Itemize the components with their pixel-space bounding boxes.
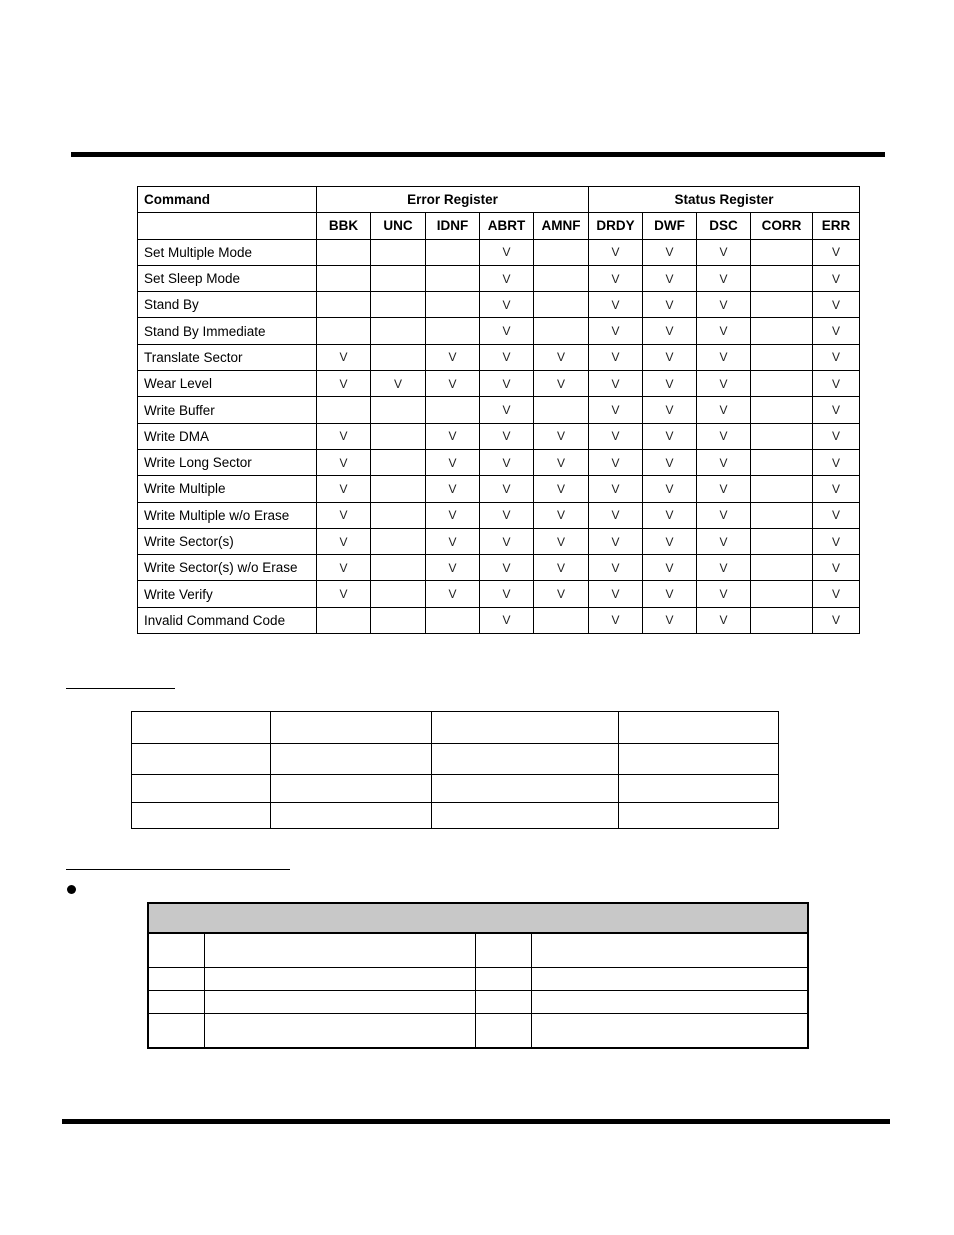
blank-header-cell xyxy=(138,213,317,239)
table-row xyxy=(138,476,860,502)
mark-cell: V xyxy=(643,371,697,397)
mark-cell: V xyxy=(589,476,643,502)
mark-cell: V xyxy=(534,423,589,449)
mark-cell xyxy=(751,476,813,502)
mark-cell xyxy=(751,397,813,423)
mark-cell: V xyxy=(813,239,860,265)
mark-cell: V xyxy=(813,581,860,607)
mark-cell: V xyxy=(813,397,860,423)
mark-cell: V xyxy=(317,423,371,449)
mark-cell: V xyxy=(697,397,751,423)
mark-cell xyxy=(371,581,426,607)
mark-cell: V xyxy=(589,502,643,528)
mark-cell: V xyxy=(813,265,860,291)
table-row xyxy=(138,265,860,291)
mark-cell xyxy=(751,265,813,291)
mark-cell: V xyxy=(813,449,860,475)
mark-cell: V xyxy=(697,265,751,291)
column-header-err: ERR xyxy=(813,213,860,239)
table-row xyxy=(138,318,860,344)
mark-cell xyxy=(371,344,426,370)
mark-cell: V xyxy=(480,476,534,502)
mark-cell xyxy=(371,476,426,502)
mark-cell xyxy=(371,449,426,475)
mark-cell: V xyxy=(589,397,643,423)
mark-cell: V xyxy=(317,528,371,554)
mark-cell xyxy=(751,344,813,370)
mark-cell: V xyxy=(534,581,589,607)
mark-cell xyxy=(751,555,813,581)
mark-cell: V xyxy=(480,607,534,633)
command-name: Write DMA xyxy=(138,423,317,449)
mark-cell xyxy=(371,607,426,633)
mark-cell xyxy=(426,239,480,265)
mark-cell: V xyxy=(643,449,697,475)
command-name: Write Sector(s) xyxy=(138,528,317,554)
table-row xyxy=(138,423,860,449)
command-name: Stand By Immediate xyxy=(138,318,317,344)
mark-cell: V xyxy=(589,555,643,581)
mark-cell: V xyxy=(643,265,697,291)
table-row xyxy=(138,239,860,265)
table-row xyxy=(138,502,860,528)
table-row xyxy=(138,344,860,370)
mark-cell xyxy=(371,423,426,449)
table-row xyxy=(138,292,860,318)
column-header-idnf: IDNF xyxy=(426,213,480,239)
mark-cell: V xyxy=(480,371,534,397)
table-row xyxy=(138,607,860,633)
mark-cell xyxy=(317,607,371,633)
mark-cell xyxy=(371,265,426,291)
column-header-corr: CORR xyxy=(751,213,813,239)
mark-cell xyxy=(426,265,480,291)
command-header: Command xyxy=(138,187,317,213)
mark-cell: V xyxy=(589,449,643,475)
mark-cell xyxy=(317,318,371,344)
mark-cell xyxy=(426,607,480,633)
table-row xyxy=(132,775,779,803)
mark-cell: V xyxy=(426,581,480,607)
mark-cell: V xyxy=(697,581,751,607)
table-row xyxy=(138,581,860,607)
mark-cell xyxy=(371,292,426,318)
section-heading-underline xyxy=(66,688,175,689)
mark-cell: V xyxy=(813,423,860,449)
command-name: Write Sector(s) w/o Erase xyxy=(138,555,317,581)
command-name: Write Multiple w/o Erase xyxy=(138,502,317,528)
mark-cell: V xyxy=(643,397,697,423)
bottom-rule xyxy=(62,1119,890,1124)
command-name: Set Sleep Mode xyxy=(138,265,317,291)
mark-cell: V xyxy=(589,528,643,554)
mark-cell: V xyxy=(534,555,589,581)
column-header-row xyxy=(138,213,860,239)
table-row xyxy=(138,371,860,397)
mark-cell: V xyxy=(480,502,534,528)
mark-cell: V xyxy=(643,344,697,370)
mark-cell: V xyxy=(589,607,643,633)
column-header-dwf: DWF xyxy=(643,213,697,239)
mark-cell: V xyxy=(589,318,643,344)
mark-cell xyxy=(751,581,813,607)
mark-cell: V xyxy=(317,344,371,370)
column-header-drdy: DRDY xyxy=(589,213,643,239)
mark-cell xyxy=(534,265,589,291)
mark-cell xyxy=(751,607,813,633)
mark-cell: V xyxy=(317,371,371,397)
table-row xyxy=(138,397,860,423)
mark-cell: V xyxy=(480,318,534,344)
mark-cell: V xyxy=(697,371,751,397)
top-rule xyxy=(71,152,885,157)
error-register-header: Error Register xyxy=(317,187,589,213)
table-header-row xyxy=(148,903,808,933)
mark-cell: V xyxy=(813,371,860,397)
mark-cell: V xyxy=(813,502,860,528)
mark-cell: V xyxy=(426,344,480,370)
command-name: Write Verify xyxy=(138,581,317,607)
mark-cell xyxy=(371,239,426,265)
mark-cell xyxy=(751,318,813,344)
mark-cell xyxy=(751,371,813,397)
command-name: Set Multiple Mode xyxy=(138,239,317,265)
mark-cell: V xyxy=(480,528,534,554)
mark-cell xyxy=(371,528,426,554)
mark-cell: V xyxy=(697,528,751,554)
mark-cell: V xyxy=(697,318,751,344)
table-row xyxy=(138,555,860,581)
table-row xyxy=(148,968,808,991)
command-name: Write Multiple xyxy=(138,476,317,502)
mark-cell: V xyxy=(589,371,643,397)
mark-cell: V xyxy=(643,476,697,502)
mark-cell: V xyxy=(697,344,751,370)
mark-cell: V xyxy=(317,476,371,502)
mark-cell: V xyxy=(697,607,751,633)
mark-cell xyxy=(751,292,813,318)
mark-cell: V xyxy=(480,397,534,423)
mark-cell: V xyxy=(813,292,860,318)
mark-cell xyxy=(751,423,813,449)
mark-cell: V xyxy=(589,423,643,449)
table-row xyxy=(132,712,779,744)
mark-cell: V xyxy=(534,476,589,502)
column-header-unc: UNC xyxy=(371,213,426,239)
mark-cell: V xyxy=(371,371,426,397)
command-name: Stand By xyxy=(138,292,317,318)
mark-cell: V xyxy=(643,581,697,607)
mark-cell: V xyxy=(589,581,643,607)
command-register-table xyxy=(137,186,860,634)
mark-cell: V xyxy=(426,371,480,397)
table-row xyxy=(148,1014,808,1049)
mark-cell: V xyxy=(480,555,534,581)
mark-cell: V xyxy=(697,476,751,502)
mark-cell: V xyxy=(643,555,697,581)
command-name: Invalid Command Code xyxy=(138,607,317,633)
mark-cell: V xyxy=(643,607,697,633)
mark-cell xyxy=(371,502,426,528)
mark-cell xyxy=(534,318,589,344)
mark-cell: V xyxy=(589,344,643,370)
mark-cell: V xyxy=(643,502,697,528)
mark-cell xyxy=(317,265,371,291)
mark-cell xyxy=(426,292,480,318)
column-header-dsc: DSC xyxy=(697,213,751,239)
mark-cell xyxy=(751,528,813,554)
mark-cell: V xyxy=(534,528,589,554)
column-header-abrt: ABRT xyxy=(480,213,534,239)
mark-cell xyxy=(534,292,589,318)
mark-cell: V xyxy=(697,239,751,265)
mark-cell: V xyxy=(813,344,860,370)
mark-cell: V xyxy=(426,502,480,528)
mark-cell xyxy=(534,607,589,633)
mark-cell xyxy=(534,397,589,423)
mark-cell: V xyxy=(534,502,589,528)
bullet-icon xyxy=(67,885,76,894)
mark-cell: V xyxy=(426,449,480,475)
mark-cell: V xyxy=(813,555,860,581)
column-header-bbk: BBK xyxy=(317,213,371,239)
mark-cell xyxy=(534,239,589,265)
command-name: Translate Sector xyxy=(138,344,317,370)
mark-cell xyxy=(371,555,426,581)
mark-cell: V xyxy=(697,502,751,528)
gray-header-table xyxy=(147,902,809,1049)
mark-cell: V xyxy=(480,449,534,475)
mark-cell xyxy=(751,239,813,265)
mark-cell: V xyxy=(643,528,697,554)
mark-cell: V xyxy=(697,449,751,475)
command-name: Wear Level xyxy=(138,371,317,397)
mark-cell: V xyxy=(426,528,480,554)
column-header-amnf: AMNF xyxy=(534,213,589,239)
mark-cell: V xyxy=(643,239,697,265)
mark-cell: V xyxy=(643,318,697,344)
mark-cell: V xyxy=(643,292,697,318)
table-row xyxy=(138,449,860,475)
empty-table xyxy=(131,711,779,829)
mark-cell xyxy=(751,502,813,528)
mark-cell: V xyxy=(480,344,534,370)
mark-cell: V xyxy=(589,239,643,265)
mark-cell: V xyxy=(317,555,371,581)
mark-cell: V xyxy=(534,344,589,370)
mark-cell: V xyxy=(426,423,480,449)
mark-cell xyxy=(317,292,371,318)
command-table-body xyxy=(138,239,860,633)
table-row xyxy=(148,991,808,1014)
mark-cell xyxy=(426,397,480,423)
mark-cell: V xyxy=(697,423,751,449)
mark-cell: V xyxy=(480,292,534,318)
mark-cell xyxy=(751,449,813,475)
mark-cell: V xyxy=(813,607,860,633)
mark-cell xyxy=(317,239,371,265)
mark-cell: V xyxy=(589,292,643,318)
mark-cell: V xyxy=(697,292,751,318)
mark-cell: V xyxy=(480,265,534,291)
mark-cell: V xyxy=(534,449,589,475)
mark-cell: V xyxy=(813,476,860,502)
table-row xyxy=(132,803,779,829)
mark-cell: V xyxy=(426,555,480,581)
status-register-header: Status Register xyxy=(589,187,860,213)
table-row xyxy=(148,933,808,968)
table-row xyxy=(138,528,860,554)
table-row xyxy=(132,744,779,775)
command-name: Write Long Sector xyxy=(138,449,317,475)
mark-cell: V xyxy=(480,423,534,449)
mark-cell xyxy=(317,397,371,423)
mark-cell: V xyxy=(426,476,480,502)
section-heading-underline xyxy=(66,869,290,870)
mark-cell: V xyxy=(534,371,589,397)
mark-cell: V xyxy=(317,581,371,607)
mark-cell xyxy=(426,318,480,344)
mark-cell: V xyxy=(317,502,371,528)
mark-cell: V xyxy=(480,581,534,607)
mark-cell: V xyxy=(317,449,371,475)
mark-cell: V xyxy=(813,528,860,554)
mark-cell xyxy=(371,397,426,423)
mark-cell: V xyxy=(813,318,860,344)
mark-cell: V xyxy=(643,423,697,449)
mark-cell: V xyxy=(697,555,751,581)
command-name: Write Buffer xyxy=(138,397,317,423)
mark-cell: V xyxy=(480,239,534,265)
mark-cell xyxy=(371,318,426,344)
mark-cell: V xyxy=(589,265,643,291)
